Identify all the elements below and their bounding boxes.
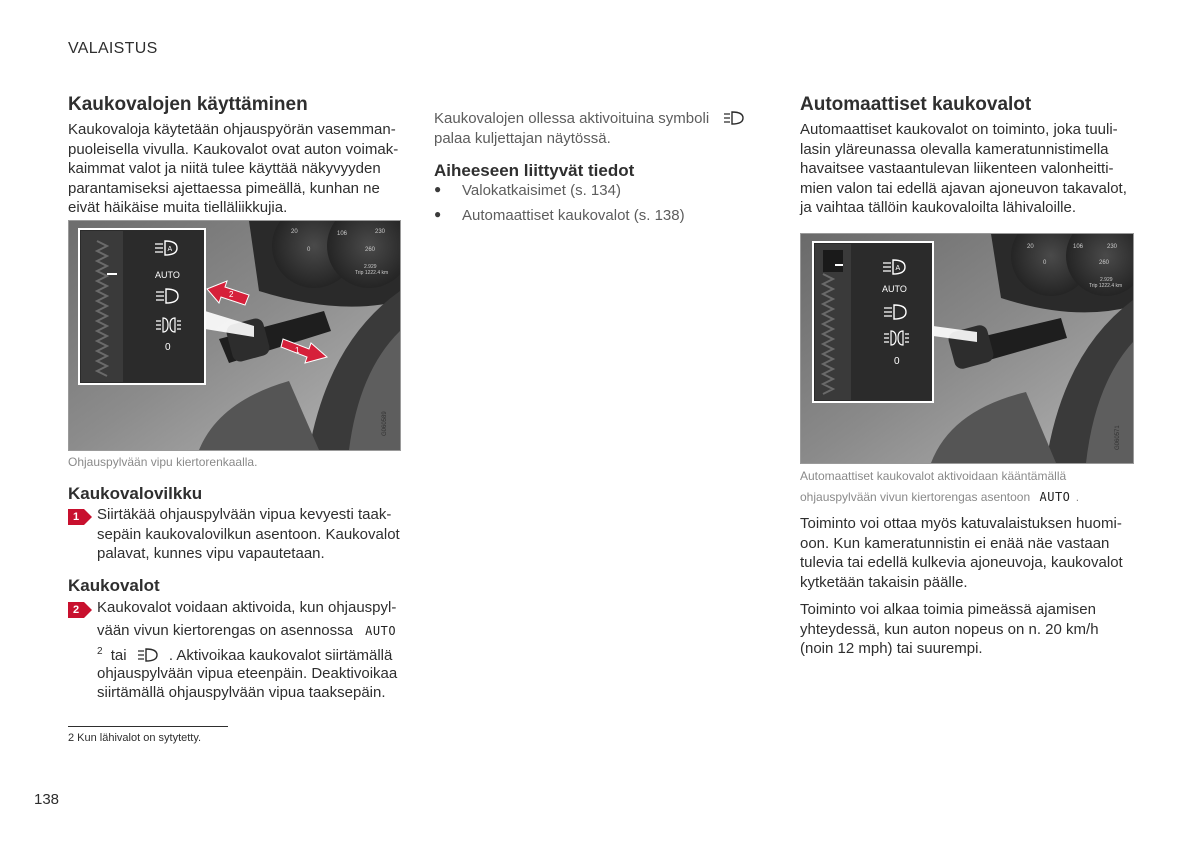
svg-text:A: A [167,246,173,253]
text-line: Siirtäkää ohjauspylvään vipua kevyesti taak- [97,506,392,523]
ring-label-auto: AUTO [882,284,907,294]
auto-symbol: AUTO [1039,490,1071,504]
callout-2: 2 [229,290,234,299]
text-line: kaimmat valot ja niitä tulee käyttää näkyvyyden [68,160,381,177]
ring-label-auto: AUTO [155,270,180,280]
middle-line-with-icon [434,109,745,129]
gauge-number: 0 [1043,260,1047,266]
related-link[interactable]: Automaattiset kaukovalot (s. 138) [462,207,685,224]
heading-auto-high-beam: Automaattiset kaukovalot [800,94,1032,115]
right-paragraph-2 [800,514,1140,592]
ring-label-off: 0 [165,342,171,353]
text-line: oon. Kun kameratunnistin ei enää näe vastaan [800,534,1110,552]
text-line-with-icon [97,642,392,666]
bullet: ● [434,182,442,196]
left-intro-paragraph [68,120,408,218]
text-line: ohjauspylvään vipua eteenpäin. Deaktivoikaa [97,665,398,682]
high-beam-icon [137,648,159,662]
svg-text:A: A [895,265,901,272]
text-line: lasin yläreunassa olevalla kameratunnistimella [800,140,1109,158]
text-line: (noin 12 mph) tai suurempi. [800,640,983,657]
gauge-number: 230 [375,229,386,235]
gauge-number: 230 [1107,244,1118,250]
figure-caption-right-line1: Automaattiset kaukovalot aktivoidaan kääntämällä [800,469,1067,483]
text-line: tulevia tai edellä kulkevia ajoneuvoja, kaukovalot [800,554,1123,571]
text-fragment: tai [110,647,127,664]
text-line: parantamiseksi ajettaessa pimeällä, kunhan ne [68,179,380,197]
text-line: puoleisella vivulla. Kaukovalot ovat auton voimak- [68,140,399,158]
high-beam-icon [723,111,745,125]
heading-high-beam: Kaukovalot [68,576,160,595]
text-line: siirtämällä ohjauspylvään vipua taaksepäin. [97,684,386,701]
footnote: 2 Kun lähivalot on sytytetty. [68,732,202,744]
odometer-text: 2.929 [1100,277,1113,283]
heading-high-beam-use: Kaukovalojen käyttäminen [68,94,308,115]
text-line: Toiminto voi alkaa toimia pimeässä ajamisen [800,601,1096,618]
heading-related: Aiheeseen liittyvät tiedot [434,161,635,180]
footnote-rule [68,726,228,727]
badge-1: 1 [68,509,84,525]
image-code: G060571 [1115,425,1121,450]
text-line: Kaukovaloja käytetään ohjauspyörän vasemman- [68,121,396,138]
text-line: ja vaihtaa tällöin kaukovaloilta lähivaloille. [800,199,1076,216]
text-line: kytketään takaisin päälle. [800,573,968,591]
right-intro-paragraph [800,120,1140,218]
callout-1: 1 [295,346,300,355]
gauge-number: 260 [365,247,376,253]
gauge-number: 0 [307,247,311,253]
text-fragment: vään vivun kiertorengas on asennossa [97,622,353,639]
related-link[interactable]: Valokatkaisimet (s. 134) [462,182,621,199]
page-number: 138 [34,791,60,808]
flash-paragraph [97,505,407,564]
figure-caption-left: Ohjauspylvään vipu kiertorenkaalla. [68,455,258,469]
heading-flash: Kaukovalovilkku [68,484,203,503]
badge-2: 2 [68,602,84,618]
text-fragment: . [1075,490,1080,504]
text-line: sepäin kaukovalovilkun asentoon. Kaukovalot [97,525,400,543]
text-line-with-auto [97,621,396,642]
gauge-number: 20 [1027,244,1034,250]
image-code: G060589 [382,411,388,436]
text-fragment: . Aktivoikaa kaukovalot siirtämällä [168,647,393,664]
gauge-number: 106 [1073,244,1084,250]
auto-symbol: AUTO [365,624,397,638]
text-line: yhteydessä, kun auton nopeus on n. 20 km/h [800,620,1099,638]
text-line: palaa kuljettajan näytössä. [434,130,611,147]
stalk-illustration [69,221,400,450]
text-line: mien valon tai edellä ajavan ajoneuvon takavalot, [800,179,1127,197]
trip-text: Trip 1222.4 km [355,270,389,276]
stalk-figure-left [68,220,401,451]
text-line: palavat, kunnes vipu vapautetaan. [97,545,325,562]
text-line: Kaukovalot voidaan aktivoida, kun ohjauspyl- [97,599,397,616]
text-fragment: Kaukovalojen ollessa aktivoituina symboli [434,110,710,127]
odometer-text: 2.929 [364,264,377,270]
text-fragment: ohjauspylvään vivun kiertorengas asentoon [800,490,1031,504]
gauge-number: 260 [1099,260,1110,266]
right-paragraph-3 [800,600,1140,659]
section-header: VALAISTUS [68,40,158,57]
footnote-mark: 2 [97,646,103,657]
gauge-number: 20 [291,229,298,235]
text-line: eivät häikäise muita tielläliikkujia. [68,199,288,216]
text-line: Automaattiset kaukovalot on toiminto, joka tuuli- [800,121,1118,138]
trip-text: Trip 1222.4 km [1089,283,1123,289]
bullet: ● [434,207,442,221]
stalk-figure-right [800,233,1134,464]
text-line: havaitsee vastaantulevan liikenteen valonheitti- [800,160,1114,177]
ring-label-off: 0 [894,356,900,367]
text-line: Toiminto voi ottaa myös katuvalaistuksen huomi- [800,515,1122,532]
gauge-number: 106 [337,231,348,237]
figure-caption-right-line2 [800,487,1079,507]
stalk-illustration [801,234,1133,463]
